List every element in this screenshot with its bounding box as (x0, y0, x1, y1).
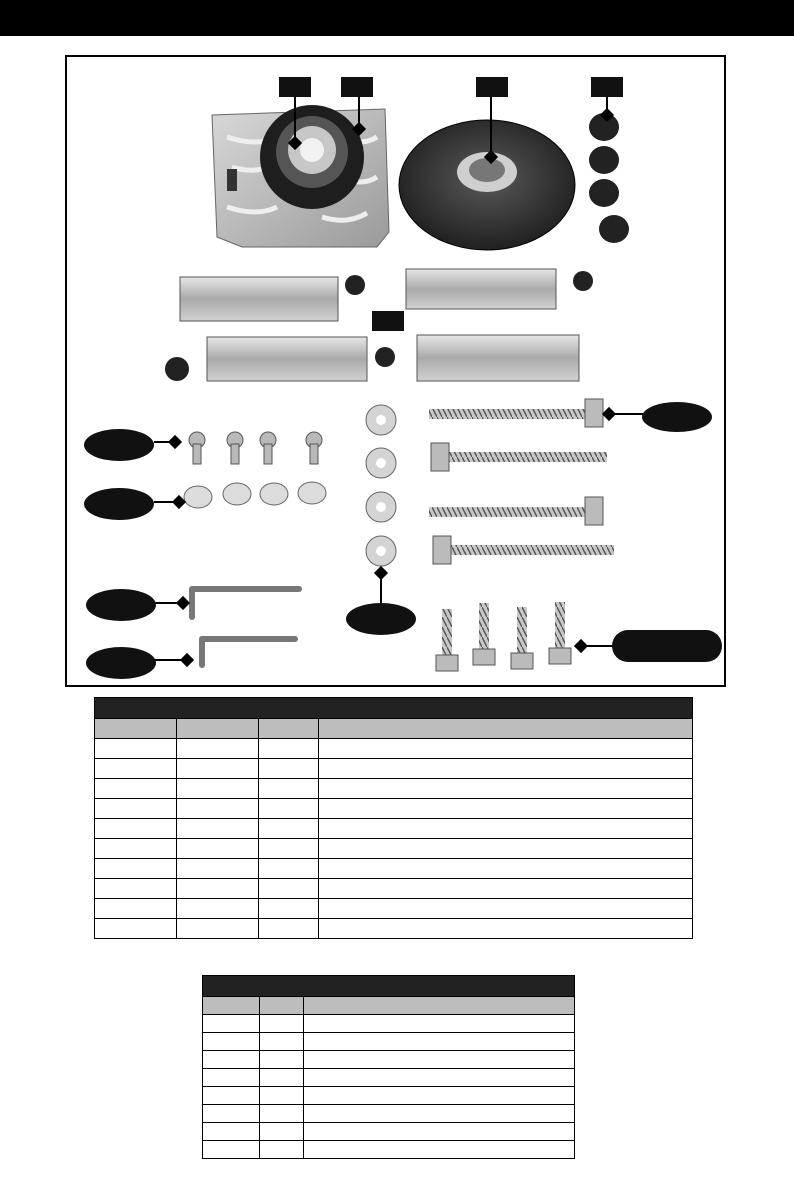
table-cell (304, 1141, 575, 1159)
column-header (177, 719, 259, 739)
table-cell (259, 859, 319, 879)
part-callout (86, 647, 156, 679)
table-row (203, 1051, 575, 1069)
small-washers (184, 482, 326, 508)
table-row (95, 739, 693, 759)
tools-table (202, 975, 575, 1159)
part-callout (612, 630, 722, 662)
table-cell (203, 1051, 260, 1069)
table-cell (319, 899, 693, 919)
table-cell (95, 759, 177, 779)
table-row (203, 1069, 575, 1087)
table-cell (95, 899, 177, 919)
table-cell (304, 1123, 575, 1141)
base-disc (399, 120, 575, 250)
table-title (203, 976, 575, 997)
table-row (203, 1087, 575, 1105)
table-cell (319, 839, 693, 859)
table-row (203, 1141, 575, 1159)
table-cell (95, 799, 177, 819)
long-bolts (436, 602, 571, 671)
table-cell (319, 919, 693, 939)
table-cell (259, 779, 319, 799)
column-header (304, 997, 575, 1015)
part-callout (84, 488, 154, 520)
table-cell (304, 1087, 575, 1105)
table-cell (95, 839, 177, 859)
knobs (589, 113, 629, 243)
table-cell (260, 1141, 304, 1159)
table-cell (177, 799, 259, 819)
table-cell (319, 739, 693, 759)
table-row (203, 1123, 575, 1141)
part-callout (346, 603, 416, 635)
table-row (203, 1015, 575, 1033)
parts-illustration (67, 57, 726, 687)
table-cell (259, 879, 319, 899)
table-cell (177, 759, 259, 779)
table-cell (304, 1105, 575, 1123)
table-cell (203, 1141, 260, 1159)
table-cell (319, 859, 693, 879)
table-cell (304, 1051, 575, 1069)
table-row (95, 799, 693, 819)
table-row (95, 859, 693, 879)
table-row (203, 1033, 575, 1051)
table-cell (260, 1033, 304, 1051)
part-tag (591, 77, 623, 97)
part-tag (372, 311, 404, 331)
column-header (260, 997, 304, 1015)
table-cell (203, 1033, 260, 1051)
part-callout (84, 429, 154, 461)
table-cell (177, 779, 259, 799)
table-cell (177, 919, 259, 939)
column-header (203, 997, 260, 1015)
table-row (95, 839, 693, 859)
part-tag (341, 77, 373, 97)
table-cell (95, 819, 177, 839)
table-cell (304, 1015, 575, 1033)
table-row (95, 919, 693, 939)
table-title (95, 698, 693, 719)
table-cell (259, 759, 319, 779)
column-header (319, 719, 693, 739)
table-cell (259, 819, 319, 839)
table-cell (95, 739, 177, 759)
table-cell (259, 899, 319, 919)
table-cell (260, 1123, 304, 1141)
table-cell (203, 1069, 260, 1087)
table-cell (319, 799, 693, 819)
column-header (259, 719, 319, 739)
table-cell (260, 1015, 304, 1033)
table-cell (259, 799, 319, 819)
table-cell (177, 899, 259, 919)
table-cell (260, 1051, 304, 1069)
parts-figure (65, 55, 726, 687)
part-callout (86, 589, 156, 621)
large-washers (366, 405, 396, 566)
table-cell (95, 859, 177, 879)
table-cell (319, 879, 693, 899)
table-cell (177, 879, 259, 899)
part-tag (476, 77, 508, 97)
lag-screws (429, 399, 614, 564)
table-row (95, 879, 693, 899)
hardware-table (94, 697, 693, 939)
table-cell (95, 779, 177, 799)
part-tag (279, 77, 311, 97)
table-cell (95, 919, 177, 939)
column-header (95, 719, 177, 739)
table-cell (304, 1033, 575, 1051)
small-screws (189, 432, 322, 464)
table-cell (319, 819, 693, 839)
table-cell (177, 839, 259, 859)
table-cell (203, 1015, 260, 1033)
table-cell (319, 779, 693, 799)
table-cell (177, 859, 259, 879)
table-cell (304, 1069, 575, 1087)
table-cell (177, 739, 259, 759)
table-cell (260, 1069, 304, 1087)
table-row (95, 779, 693, 799)
table-cell (259, 839, 319, 859)
table-cell (260, 1087, 304, 1105)
table-cell (177, 819, 259, 839)
table-cell (203, 1087, 260, 1105)
table-cell (260, 1105, 304, 1123)
table-row (95, 819, 693, 839)
table-cell (95, 879, 177, 899)
table-cell (259, 739, 319, 759)
table-row (203, 1105, 575, 1123)
table-cell (203, 1105, 260, 1123)
header-bar (0, 0, 794, 36)
table-row (95, 759, 693, 779)
table-cell (203, 1123, 260, 1141)
table-cell (319, 759, 693, 779)
part-callout (642, 402, 712, 432)
table-cell (259, 919, 319, 939)
table-row (95, 899, 693, 919)
hex-keys (192, 589, 299, 665)
